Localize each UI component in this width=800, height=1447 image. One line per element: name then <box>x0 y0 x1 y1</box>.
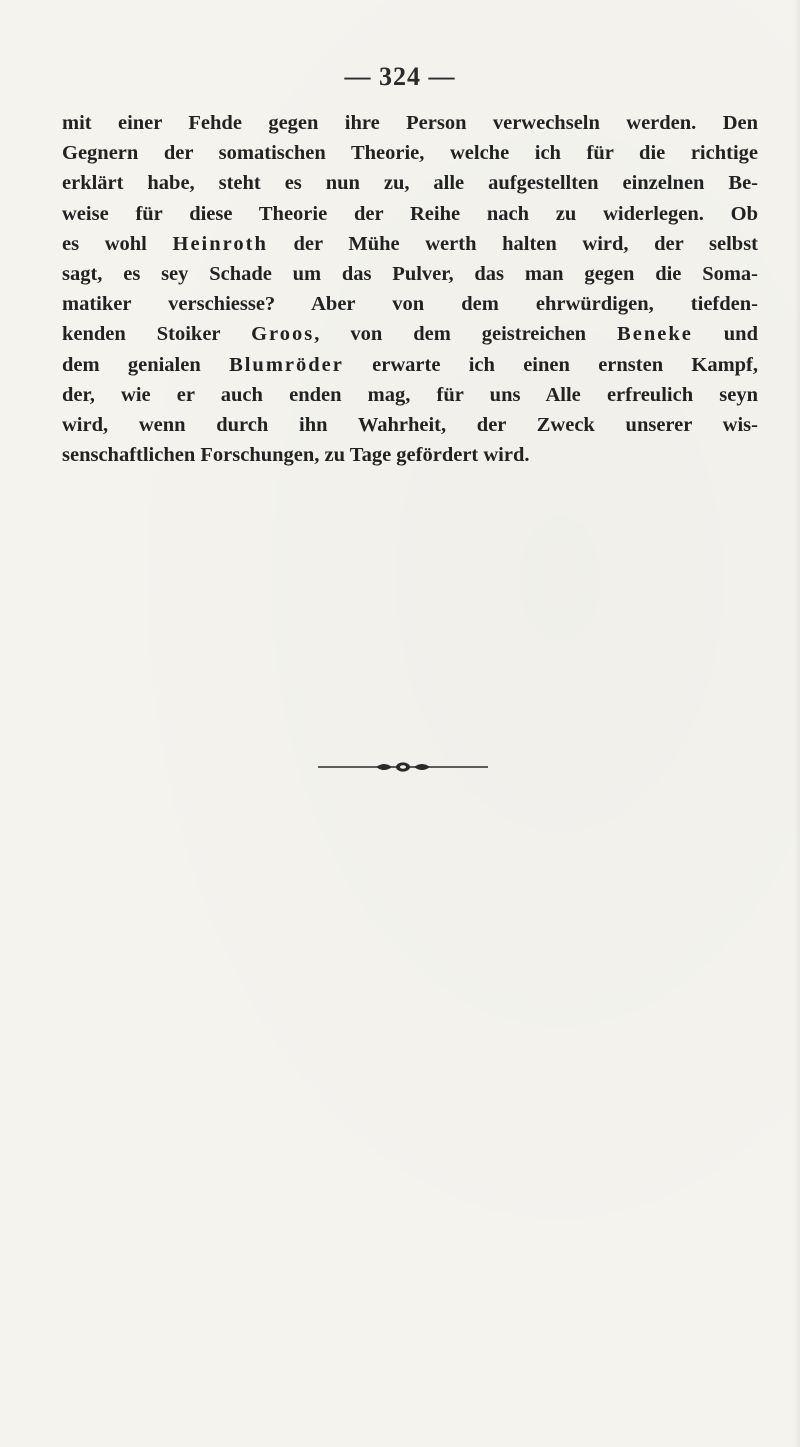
ornament-divider-icon <box>318 760 488 774</box>
emphasized-name: Groos <box>251 323 315 346</box>
emphasized-name: Blumröder <box>229 353 344 376</box>
text-line-11: wird, wenn durch ihn Wahrheit, der Zweck unserer wis- <box>62 414 758 437</box>
page-number: — 324 — <box>344 62 456 91</box>
emphasized-name: Heinroth <box>172 232 268 255</box>
text-line-5: es wohl Heinroth der Mühe werth halten wird, der selbst <box>62 232 758 255</box>
text-line-3: erklärt habe, steht es nun zu, alle aufgestellten einzelnen Be- <box>62 172 758 195</box>
emphasized-name: Beneke <box>617 323 693 346</box>
text-line-12: senschaftlichen Forschungen, zu Tage gefördert wird. <box>62 444 530 467</box>
text-line-8: kenden Stoiker Groos, von dem geistreichen Beneke und <box>62 323 758 346</box>
body-text <box>62 108 758 470</box>
text-line-4: weise für diese Theorie der Reihe nach zu widerlegen. Ob <box>62 202 758 225</box>
text-line-1: mit einer Fehde gegen ihre Person verwechseln werden. Den <box>62 112 758 134</box>
text-line-9: dem genialen Blumröder erwarte ich einen ernsten Kampf, <box>62 353 759 376</box>
text-line-10: der, wie er auch enden mag, für uns Alle erfreulich seyn <box>62 383 758 406</box>
scan-edge-shadow <box>794 0 800 1447</box>
text-line-6: sagt, es sey Schade um das Pulver, das man gegen die Soma- <box>62 263 758 286</box>
text-line-2: Gegnern der somatischen Theorie, welche ich für die richtige <box>62 142 758 165</box>
text-line-7: matiker verschiesse? Aber von dem ehrwürdigen, tiefden- <box>62 293 758 316</box>
